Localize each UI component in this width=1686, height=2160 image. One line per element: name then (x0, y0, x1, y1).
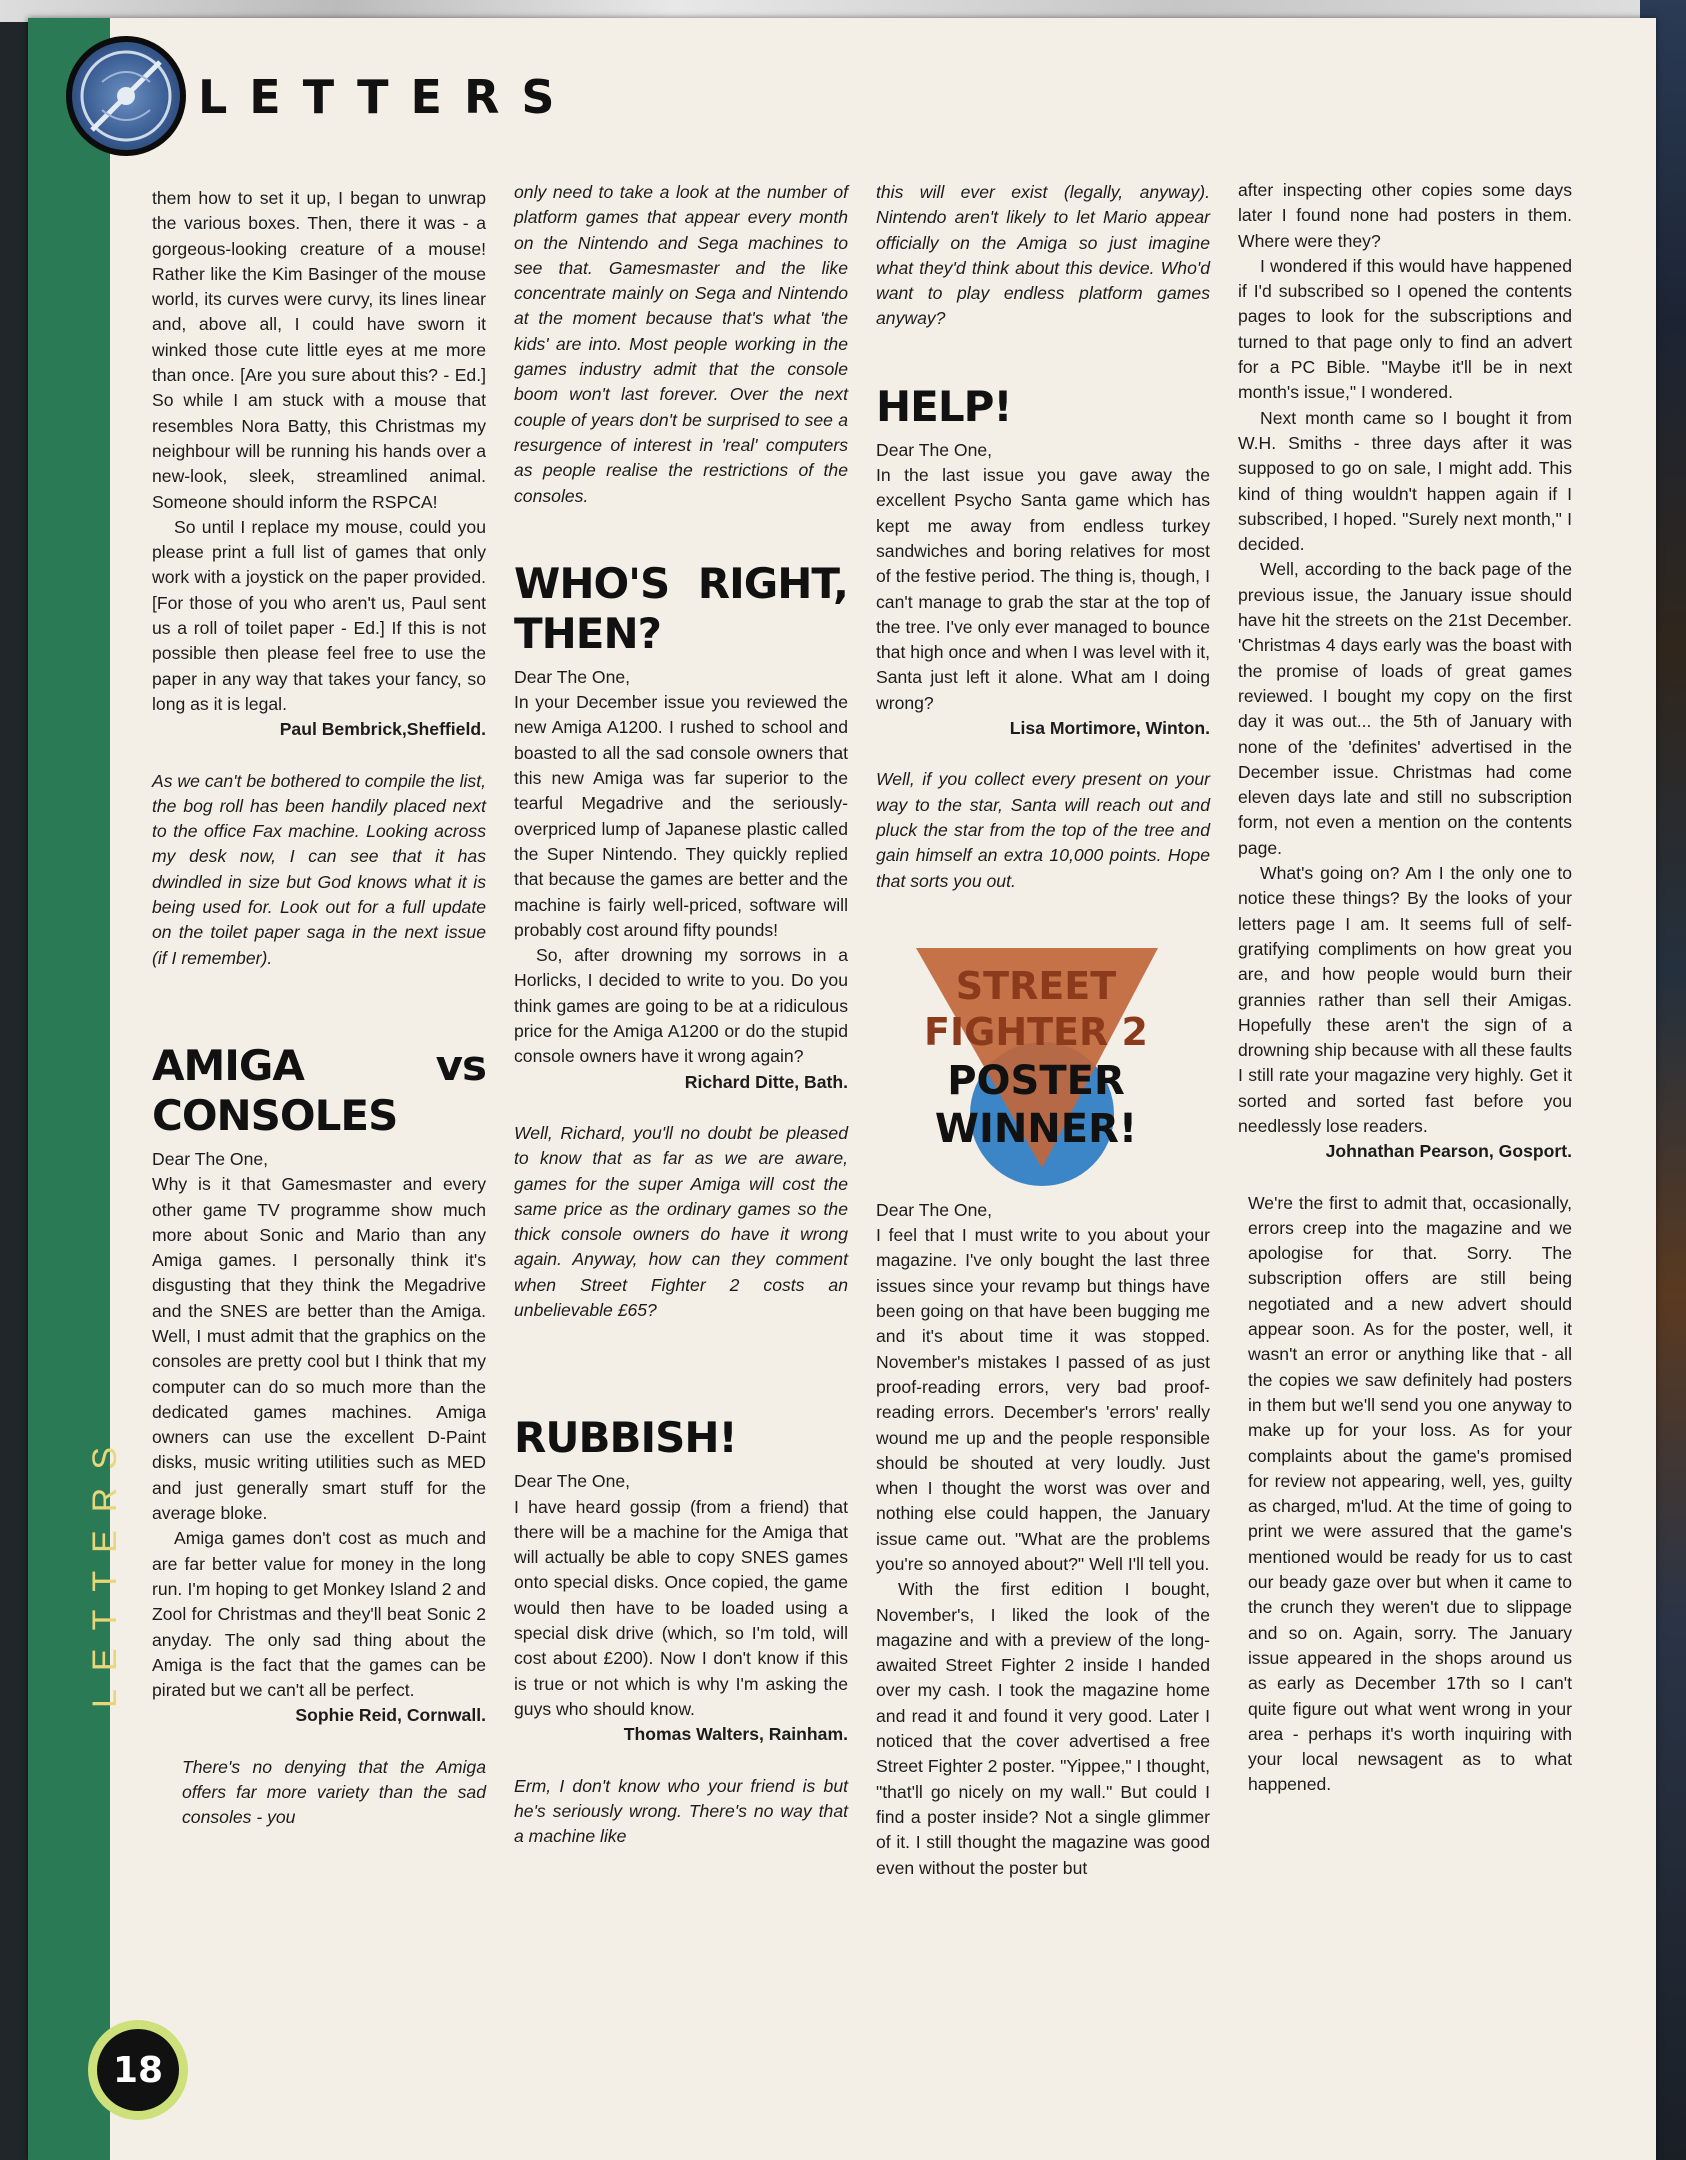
editor-reply: We're the first to admit that, occasionally, errors creep into the magazine and we apologise for that. Sorry. The subscription offers are still being negotiated and a new advert should appear soon. As for the poster, well, it wasn't an error or anything like that - all the copies we saw definitely had posters in them but we'll send you one anyway to make up for your loss. As for your complaints about the game's promised for review not appearing, well, yes, guilty as charged, m'lud. At the time of going to print we were assured that the game's mentioned would be ready for us to cast our beady gaze over but when it came to the crunch they weren't due to slippage and so on. Again, sorry. The January issue appeared in the shops around us as early as December 17th so I can't quite figure out what went wrong in your area - perhaps it's worth inquiring with your local newsagent as to what happened. (1248, 1192, 1572, 1795)
column-2 (514, 180, 848, 1849)
letter-text: With the first edition I bought, November's, I liked the look of the magazine and with a preview of the long-awaited Street Fighter 2 inside I handed over my cash. I took the magazine home and read it and found it very good. Later I noticed that the cover advertised a free Street Fighter 2 poster. "Yippee," I thought, "that'll go nicely on my wall." But could I find a poster inside? Not a single glimmer of it. I still thought the magazine was good even without the poster but (876, 1579, 1210, 1878)
letter-salutation: Dear The One, (876, 439, 993, 460)
poster-title-line: STREET (955, 963, 1117, 1008)
letter-signature: Richard Ditte, Bath. (684, 1071, 848, 1092)
editor-reply: this will ever exist (legally, anyway). Nintendo aren't likely to let Mario appear officially on the Amiga so just imagine what they'd think about this device. Who'd want to play endless platform games anyway? (876, 182, 1210, 329)
letter-salutation: Dear The One, (152, 1148, 269, 1169)
editor-reply: Well, Richard, you'll no doubt be pleased to know that as far as we are aware, games for the super Amiga will cost the same price as the ordinary games so the thick console owners do have it wrong again. Anyway, how can they comment when Street Fighter 2 costs an unbelievable £65? (514, 1122, 848, 1320)
column-3 (876, 180, 1210, 1881)
letter-text: after inspecting other copies some days later I found none had posters in them. Where were they? (1238, 180, 1572, 251)
letter-signature: Thomas Walters, Rainham. (623, 1724, 848, 1745)
section-heading: AMIGA vs CONSOLES (152, 1040, 486, 1140)
section-heading: HELP! (876, 381, 1012, 431)
section-heading: WHO'S RIGHT, THEN? (514, 558, 848, 658)
magazine-page (28, 18, 1656, 2160)
letter-text: So until I replace my mouse, could you please print a full list of games that only work with a joystick on the paper provided. [For those of you who aren't us, Paul sent us a roll of toilet paper - Ed.] If this is not possible then please feel free to use the paper in any way that takes your fancy, so long as it is legal. (152, 516, 486, 714)
letter-text: Well, according to the back page of the previous issue, the January issue should have hit the streets on the 21st December. 'Christmas 4 days early was the boast with the promise of loads of great games reviewed. I bought my copy on the first day it was out... the 5th of January with none of the 'definites' advertised in the December issue. Christmas had come eleven days late and still no subscription form, not even a mention on the contents page. (1238, 559, 1572, 858)
section-heading: RUBBISH! (514, 1413, 737, 1463)
page-number-badge (88, 2020, 188, 2120)
side-label: LETTERS (86, 1428, 124, 1708)
editor-reply: Erm, I don't know who your friend is but he's seriously wrong. There's no way that a machine like (514, 1775, 848, 1847)
letter-text: What's going on? Am I the only one to notice these things? By the looks of your letters page I am. It seems full of self-gratifying compliments on how great you are, and how people would burn their grannies rather than sell their Amigas. Hopefully these aren't the sign of a drowning ship because with all these faults I still rate your magazine very highly. Get it sorted and sorted fast before you needlessly lose readers. (1238, 863, 1572, 1136)
poster-title-line: POSTER (947, 1057, 1125, 1104)
letter-text: Next month came so I bought it from W.H. Smiths - three days after it was supposed to go on sale, I might add. This kind of thing wouldn't happen again if I subscribed, I hoped. "Surely next month," I decided. (1238, 407, 1572, 555)
letter-salutation: Dear The One, (514, 1471, 631, 1492)
editor-reply: As we can't be bothered to compile the list, the bog roll has been handily placed next to the office Fax machine. Looking across my desk now, I can see that it has dwindled in size but God knows what it is being used for. Look out for a full update on the toilet paper saga in the next issue (if I remember). (152, 770, 486, 968)
letter-signature: Sophie Reid, Cornwall. (295, 1705, 486, 1726)
letter-signature: Johnathan Pearson, Gosport. (1325, 1141, 1572, 1162)
column-4 (1238, 178, 1572, 1798)
editor-reply: only need to take a look at the number of platform games that appear every month on the Nintendo and Sega machines to see that. Gamesmaster and the like concentrate mainly on Sega and Nintendo at the moment because that's what 'the kids' are into. Most people working in the games industry admit that the console boom won't last forever. Over the next couple of years don't be surprised to see a resurgence of interest in 'real' computers as people realise the restrictions of the consoles. (514, 182, 848, 506)
letter-text: I feel that I must write to you about your magazine. I've only bought the last three issues since your revamp but things have been going on that have been bugging me and it's about time it was stopped. November's mistakes I passed of as just proof-reading errors, very bad proof-reading errors. December's 'errors' really wound me up and the people responsible should be shouted at very loudly. Just when I thought the worst was over and nothing else could happen, the January issue came out. "What are the problems you're so annoyed about?" Well I'll tell you. (876, 1225, 1210, 1574)
letter-text: So, after drowning my sorrows in a Horlicks, I decided to write to you. Do you think games are going to be at a ridiculous price for the Amiga A1200 or do the stupid console owners have it wrong again? (514, 945, 848, 1067)
letter-text: I wondered if this would have happened if I'd subscribed so I opened the contents pages to look for the subscriptions and turned to that page only to find an advert for a PC Bible. "Maybe it'll be in next month's issue," I wondered. (1238, 255, 1572, 403)
letter-signature: Lisa Mortimore, Winton. (1009, 718, 1210, 739)
letter-text: I have heard gossip (from a friend) that there will be a machine for the Amiga that will actually be able to copy SNES games onto special disks. Once copied, the game would then have to be loaded using a special disk drive (which, so I'm told, will cost about £200). Now I don't know if this is true or not which is why I'm asking the guys who should know. (514, 1496, 848, 1719)
letter-text: them how to set it up, I began to unwrap the various boxes. Then, there it was - a gorgeous-looking creature of a mouse! Rather like the Kim Basinger of the mouse world, its curves were curvy, its lines linear and, above all, I could have sworn it winked those cute little eyes at me more than once. [Are you sure about this? - Ed.] So while I am stuck with a mouse that resembles Nora Batty, this Christmas my neighbour will be running his hands over a new-look, sleek, streamlined animal. Someone should inform the RSPCA! (152, 188, 486, 512)
editor-reply: There's no denying that the Amiga offers far more variety than the sad consoles - you (182, 1756, 486, 1828)
poster-title-line: WINNER! (934, 1105, 1138, 1152)
logo-globe-icon (66, 36, 186, 156)
poster-title-line: FIGHTER 2 (924, 1009, 1148, 1054)
letter-salutation: Dear The One, (514, 666, 631, 687)
letter-salutation: Dear The One, (876, 1199, 993, 1220)
letter-signature: Paul Bembrick,Sheffield. (279, 719, 486, 740)
page-number: 18 (97, 2029, 179, 2111)
letter-text: Amiga games don't cost as much and are far better value for money in the long run. I'm hoping to get Monkey Island 2 and Zool for Christmas and they'll beat Sonic 2 anyday. The only sad thing about the Amiga is the fact that the games can be pirated but we can't all be perfect. (152, 1528, 486, 1701)
letter-text: Why is it that Gamesmaster and every other game TV programme show much more about Sonic and Mario than any Amiga games. I personally think it's disgusting that they think the Megadrive and the SNES are better than the Amiga. Well, I must admit that the graphics on the consoles are pretty cool but I think that my computer can do so much more than the dedicated games machines. Amiga owners can use the excellent D-Paint disks, music writing utilities such as MED and just generally smart stuff for the average bloke. (152, 1174, 486, 1524)
page-title: LETTERS (198, 70, 577, 124)
letter-text: In your December issue you reviewed the new Amiga A1200. I rushed to school and boasted to all the sad console owners that this new Amiga was far superior to the tearful Megadrive and the seriously-overpriced lump of Japanese plastic called the Super Nintendo. They quickly replied that because the games are better and the machine is fairly well-priced, software will probably cost around fifty pounds! (514, 692, 848, 940)
poster-winner-graphic (876, 938, 1196, 1198)
side-bar (28, 18, 124, 2160)
column-1 (152, 186, 486, 1831)
letter-text: In the last issue you gave away the excellent Psycho Santa game which has kept me away from endless turkey sandwiches and boring relatives for most of the festive period. The thing is, though, I can't manage to grab the star at the top of the tree. I've only ever managed to bounce that high once and when I was level with it, Santa just left it alone. What am I doing wrong? (876, 465, 1210, 713)
editor-reply: Well, if you collect every present on your way to the star, Santa will reach out and pluck the star from the top of the tree and gain himself an extra 10,000 points. Hope that sorts you out. (876, 769, 1210, 891)
